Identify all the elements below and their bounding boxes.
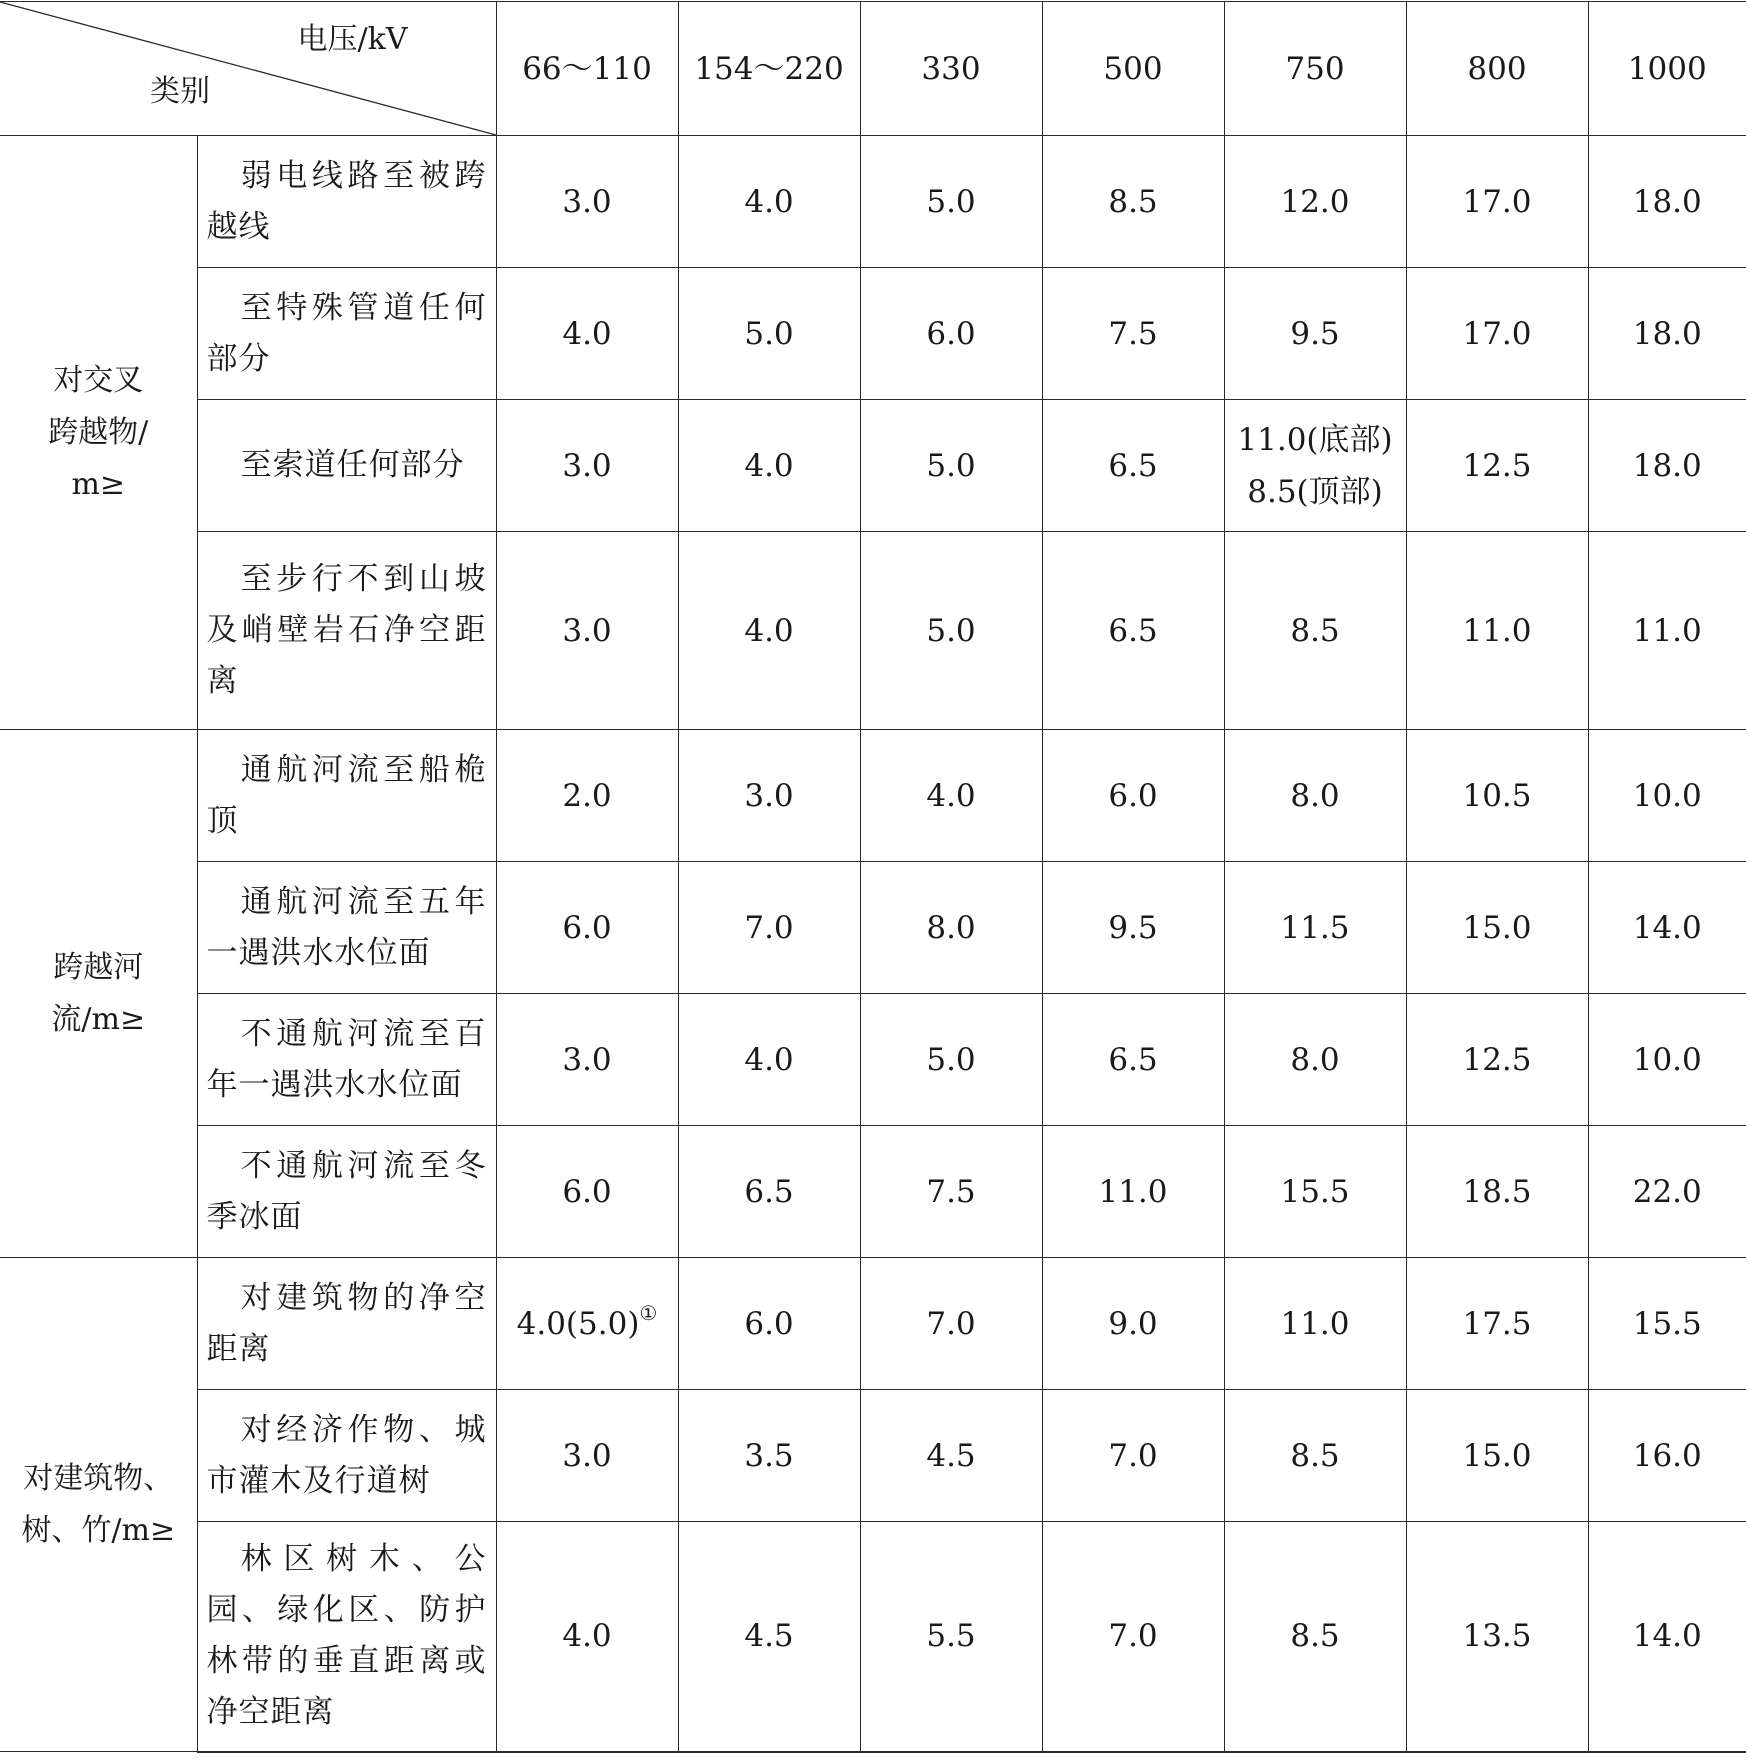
- value-text: 3.0: [562, 183, 612, 220]
- value-text: 12.5: [1462, 1041, 1532, 1078]
- value-text: 10.5: [1462, 777, 1532, 814]
- value-text: 10.0: [1632, 777, 1702, 814]
- value-cell: [1224, 862, 1406, 994]
- value-text: 6.5: [1108, 447, 1158, 484]
- value-text: 12.0: [1280, 183, 1350, 220]
- value-cell: [496, 862, 678, 994]
- value-cell: [1588, 1258, 1746, 1390]
- value-text: 6.5: [1108, 612, 1158, 649]
- value-text: 18.0: [1632, 183, 1702, 220]
- value-cell: [678, 730, 860, 862]
- table-row: [0, 1258, 1746, 1390]
- table-row: [0, 136, 1746, 268]
- subcategory-label: 不通航河流至冬季冰面: [206, 1147, 487, 1235]
- header-row: [0, 2, 1746, 136]
- subcategory-cell: [197, 1258, 496, 1390]
- footnote-marker: ①: [639, 1300, 658, 1325]
- value-text: 4.0: [562, 315, 612, 352]
- table-row: [0, 1390, 1746, 1522]
- value-cell: [1224, 136, 1406, 268]
- value-text: 11.0: [1632, 612, 1702, 649]
- value-cell: [1588, 136, 1746, 268]
- value-text: 5.0: [926, 1041, 976, 1078]
- value-text: 3.0: [562, 1437, 612, 1474]
- value-text: 9.5: [1108, 909, 1158, 946]
- value-text: 3.0: [744, 777, 794, 814]
- table-row: [0, 1522, 1746, 1752]
- value-text: 11.0: [1280, 1305, 1350, 1342]
- value-text: 8.0: [1290, 1041, 1340, 1078]
- value-cell: [1224, 532, 1406, 730]
- value-text: 7.0: [1108, 1437, 1158, 1474]
- value-text: 2.0: [562, 777, 612, 814]
- value-cell: [1406, 532, 1588, 730]
- value-cell: [678, 400, 860, 532]
- value-cell: [860, 532, 1042, 730]
- voltage-header: 66～110: [496, 2, 678, 136]
- value-cell: [860, 994, 1042, 1126]
- header-corner-cell: [0, 2, 496, 136]
- value-text: 6.0: [1108, 777, 1158, 814]
- subcategory-cell: [197, 994, 496, 1126]
- value-cell: [496, 532, 678, 730]
- value-cell: [1406, 730, 1588, 862]
- value-cell: [1588, 1522, 1746, 1752]
- subcategory-label: 不通航河流至百年一遇洪水水位面: [206, 1015, 487, 1103]
- value-cell: [1042, 532, 1224, 730]
- value-cell: [1042, 994, 1224, 1126]
- value-cell: [1406, 1390, 1588, 1522]
- table-row: [0, 730, 1746, 862]
- value-cell: [1224, 994, 1406, 1126]
- value-cell: [1224, 1390, 1406, 1522]
- value-cell: [496, 730, 678, 862]
- value-text: 4.0: [926, 777, 976, 814]
- value-text: 7.5: [926, 1173, 976, 1210]
- value-cell: [1224, 730, 1406, 862]
- value-text: 3.0: [562, 612, 612, 649]
- value-cell: [1042, 730, 1224, 862]
- value-text: 3.5: [744, 1437, 794, 1474]
- table-row: [0, 994, 1746, 1126]
- value-cell: [1224, 268, 1406, 400]
- value-line: 11.0(底部): [1237, 421, 1393, 458]
- value-text: 6.0: [562, 909, 612, 946]
- value-cell: [496, 1390, 678, 1522]
- value-cell: [1042, 1390, 1224, 1522]
- subcategory-label: 通航河流至五年一遇洪水水位面: [206, 883, 487, 971]
- value-cell: [1588, 730, 1746, 862]
- category-cell: [0, 1258, 197, 1752]
- value-text: 4.0: [744, 1041, 794, 1078]
- value-text: 9.5: [1290, 315, 1340, 352]
- value-cell: [860, 400, 1042, 532]
- value-cell: [1588, 994, 1746, 1126]
- value-text: 15.0: [1462, 909, 1532, 946]
- value-text: 15.5: [1280, 1173, 1350, 1210]
- subcategory-label: 弱电线路至被跨越线: [206, 157, 487, 245]
- subcategory-label: 对经济作物、城市灌木及行道树: [206, 1411, 487, 1499]
- value-cell: [1406, 136, 1588, 268]
- voltage-header: 154～220: [678, 2, 860, 136]
- value-cell: [1406, 268, 1588, 400]
- value-cell: [1224, 1258, 1406, 1390]
- category-line: 跨越物/: [48, 414, 149, 450]
- subcategory-cell: [197, 400, 496, 532]
- value-cell: [678, 1258, 860, 1390]
- subcategory-cell: [197, 862, 496, 994]
- value-text: 8.5: [1290, 1437, 1340, 1474]
- table-row: [0, 1126, 1746, 1258]
- voltage-header: 1000: [1588, 2, 1746, 136]
- value-cell: [678, 1390, 860, 1522]
- value-cell: [678, 532, 860, 730]
- value-text: 6.5: [1108, 1041, 1158, 1078]
- value-cell: [860, 730, 1042, 862]
- header-voltage-label: 电压/kV: [297, 22, 408, 57]
- value-cell: [860, 1390, 1042, 1522]
- value-cell: [1406, 1126, 1588, 1258]
- value-text: 5.0: [744, 315, 794, 352]
- subcategory-label: 至特殊管道任何部分: [206, 289, 487, 377]
- value-cell: [1406, 1258, 1588, 1390]
- value-text: 14.0: [1632, 1618, 1702, 1655]
- value-cell: [678, 862, 860, 994]
- value-cell: [1042, 1258, 1224, 1390]
- value-cell: [1406, 400, 1588, 532]
- value-cell: [496, 400, 678, 532]
- value-cell: [860, 1126, 1042, 1258]
- subcategory-label: 至索道任何部分: [240, 447, 465, 483]
- value-cell: [1042, 400, 1224, 532]
- category-line: 跨越河: [53, 949, 144, 985]
- table-row: [0, 268, 1746, 400]
- value-cell: [1224, 400, 1406, 532]
- value-cell: [496, 1126, 678, 1258]
- value-text: 9.0: [1108, 1305, 1158, 1342]
- value-line: 8.5(顶部): [1247, 473, 1383, 510]
- value-text: 22.0: [1632, 1173, 1702, 1210]
- table-row: [0, 862, 1746, 994]
- category-cell: [0, 730, 197, 1258]
- value-text: 8.5: [1290, 612, 1340, 649]
- table-row: [0, 532, 1746, 730]
- category-line: m≥: [71, 466, 126, 502]
- subcategory-cell: [197, 532, 496, 730]
- value-text: 8.0: [1290, 777, 1340, 814]
- value-text: 8.0: [926, 909, 976, 946]
- value-text: 12.5: [1462, 447, 1532, 484]
- voltage-header: 800: [1406, 2, 1588, 136]
- clearance-table: [0, 1, 1746, 1753]
- value-text: 6.0: [562, 1173, 612, 1210]
- value-cell: [860, 1258, 1042, 1390]
- subcategory-label: 通航河流至船桅顶: [206, 751, 487, 839]
- value-text: 6.0: [744, 1305, 794, 1342]
- value-text: 8.5: [1290, 1618, 1340, 1655]
- value-text: 7.0: [1108, 1618, 1158, 1655]
- value-cell: [1588, 1390, 1746, 1522]
- value-text: 7.0: [744, 909, 794, 946]
- value-cell: [1042, 862, 1224, 994]
- value-text: 15.5: [1632, 1305, 1702, 1342]
- value-cell: [860, 1522, 1042, 1752]
- subcategory-cell: [197, 730, 496, 862]
- value-text: 10.0: [1632, 1041, 1702, 1078]
- value-text: 3.0: [562, 447, 612, 484]
- value-cell: [678, 1522, 860, 1752]
- value-text: 6.5: [744, 1173, 794, 1210]
- value-cell: [496, 268, 678, 400]
- value-text: 11.0: [1462, 612, 1532, 649]
- value-text: 5.0: [926, 612, 976, 649]
- voltage-header: 500: [1042, 2, 1224, 136]
- value-text: 6.0: [926, 315, 976, 352]
- value-cell: [496, 1522, 678, 1752]
- value-text: 15.0: [1462, 1437, 1532, 1474]
- value-text: 16.0: [1632, 1437, 1702, 1474]
- value-cell: [1224, 1522, 1406, 1752]
- category-cell: [0, 136, 197, 730]
- value-cell: [1588, 268, 1746, 400]
- value-text: 11.0: [1098, 1173, 1168, 1210]
- value-cell: [1042, 1522, 1224, 1752]
- header-category-label: 类别: [150, 74, 210, 109]
- value-text: 4.5: [926, 1437, 976, 1474]
- value-text: 7.0: [926, 1305, 976, 1342]
- subcategory-cell: [197, 136, 496, 268]
- subcategory-cell: [197, 268, 496, 400]
- value-cell: [678, 1126, 860, 1258]
- value-cell: [496, 1258, 678, 1390]
- value-text: 4.5: [744, 1618, 794, 1655]
- value-cell: [860, 268, 1042, 400]
- value-text: 14.0: [1632, 909, 1702, 946]
- subcategory-cell: [197, 1390, 496, 1522]
- value-text: 5.0: [926, 183, 976, 220]
- value-text: 4.0: [744, 183, 794, 220]
- category-line: 对建筑物、: [23, 1460, 174, 1496]
- value-cell: [1406, 994, 1588, 1126]
- value-cell: [1588, 532, 1746, 730]
- value-cell: [678, 136, 860, 268]
- value-cell: [860, 136, 1042, 268]
- value-cell: [860, 862, 1042, 994]
- value-cell: [1224, 1126, 1406, 1258]
- value-cell: [1042, 1126, 1224, 1258]
- value-cell: [1042, 268, 1224, 400]
- value-text: 11.5: [1280, 909, 1350, 946]
- value-text: 18.5: [1462, 1173, 1532, 1210]
- value-cell: [496, 994, 678, 1126]
- value-text: 8.5: [1108, 183, 1158, 220]
- diagonal-divider: [0, 2, 496, 135]
- subcategory-label: 至步行不到山坡及峭壁岩石净空距离: [206, 561, 487, 699]
- value-text: 7.5: [1108, 315, 1158, 352]
- table-row: [0, 400, 1746, 532]
- value-cell: [496, 136, 678, 268]
- value-text: 3.0: [562, 1041, 612, 1078]
- value-text: 4.0: [562, 1618, 612, 1655]
- value-text: 17.0: [1462, 183, 1532, 220]
- value-cell: [1588, 862, 1746, 994]
- value-cell: [678, 994, 860, 1126]
- voltage-header: 330: [860, 2, 1042, 136]
- value-text: 4.0: [744, 447, 794, 484]
- value-cell: [1588, 1126, 1746, 1258]
- value-text: 5.0: [926, 447, 976, 484]
- category-line: 对交叉: [53, 362, 144, 398]
- value-text: 17.0: [1462, 315, 1532, 352]
- value-cell: [1406, 862, 1588, 994]
- value-cell: [678, 268, 860, 400]
- subcategory-cell: [197, 1126, 496, 1258]
- subcategory-label: 林区树木、公园、绿化区、防护林带的垂直距离或净空距离: [206, 1541, 487, 1731]
- value-text: 5.5: [926, 1618, 976, 1655]
- value-text: 18.0: [1632, 447, 1702, 484]
- value-text: 4.0: [744, 612, 794, 649]
- value-cell: [1406, 1522, 1588, 1752]
- voltage-header: 750: [1224, 2, 1406, 136]
- subcategory-cell: [197, 1522, 496, 1752]
- subcategory-label: 对建筑物的净空距离: [206, 1279, 487, 1367]
- category-line: 树、竹/m≥: [21, 1512, 176, 1548]
- value-cell: [1042, 136, 1224, 268]
- value-text: 17.5: [1462, 1305, 1532, 1342]
- value-text: 13.5: [1462, 1618, 1532, 1655]
- value-text: 4.0(5.0): [516, 1305, 640, 1342]
- value-cell: [1588, 400, 1746, 532]
- value-text: 18.0: [1632, 315, 1702, 352]
- category-line: 流/m≥: [51, 1001, 146, 1037]
